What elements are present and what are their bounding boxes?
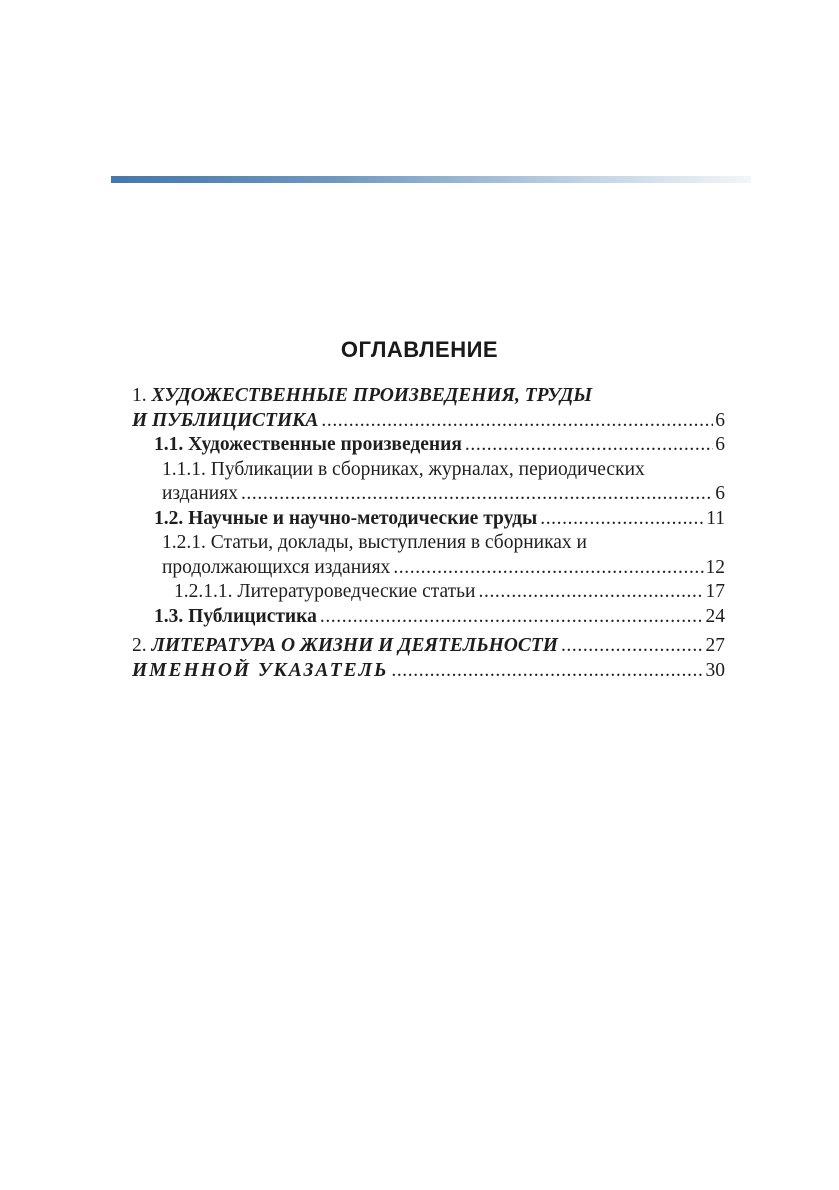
toc-entry-2-label — [132, 634, 558, 659]
toc-entry-1-2[interactable] — [132, 507, 725, 532]
toc-entry-1-2-1-title-part2: продолжающихся изданиях — [162, 556, 391, 578]
toc-entry-1-2-1[interactable] — [132, 556, 725, 581]
toc-entry-1-2-1-page: 12 — [705, 556, 725, 578]
toc-entry-1-1[interactable] — [132, 433, 725, 458]
dot-leader — [465, 433, 713, 458]
toc-entry-1-title-part1: ХУДОЖЕСТВЕННЫЕ ПРОИЗВЕДЕНИЯ, ТРУДЫ — [151, 385, 593, 406]
toc-entry-1-1-page: 6 — [715, 434, 725, 455]
toc-entry-1-2-page: 11 — [706, 507, 725, 529]
toc-entry-1-1-1[interactable] — [132, 482, 725, 507]
toc-entry-1-3-page: 24 — [705, 605, 725, 627]
toc-entry-index[interactable] — [132, 659, 725, 684]
table-of-contents — [132, 384, 725, 683]
toc-entry-index-title: ИМЕННОЙ УКАЗАТЕЛЬ — [132, 659, 389, 681]
dot-leader — [479, 580, 704, 605]
toc-entry-2[interactable] — [132, 634, 725, 659]
toc-entry-1-3-title: 1.3. Публицистика — [154, 605, 317, 627]
dot-leader — [561, 634, 704, 659]
dot-leader — [393, 556, 703, 581]
toc-entry-1-1-title: 1.1. Художественные произведения — [154, 434, 462, 455]
toc-entry-1-line1[interactable] — [132, 384, 725, 409]
toc-entry-1-2-title: 1.2. Научные и научно-методические труды — [154, 507, 538, 529]
toc-entry-1-2-1-1-page: 17 — [705, 581, 725, 602]
toc-entry-1-2-1-1-title: 1.2.1.1. Литературоведческие статьи — [174, 581, 476, 602]
header-gradient-rule — [111, 176, 751, 183]
toc-entry-1[interactable] — [132, 409, 725, 434]
toc-entry-2-title: ЛИТЕРАТУРА О ЖИЗНИ И ДЕЯТЕЛЬНОСТИ — [151, 635, 558, 656]
dot-leader — [540, 507, 704, 532]
dot-leader — [320, 605, 704, 630]
toc-entry-1-3[interactable] — [132, 605, 725, 630]
toc-entry-2-number: 2. — [132, 635, 147, 656]
toc-entry-1-page: 6 — [715, 409, 725, 431]
toc-entry-1-1-1-line1[interactable]: 1.1.1. Публикации в сборниках, журналах, периодических — [162, 458, 645, 480]
toc-entry-1-1-1-title-part2: изданиях — [162, 483, 238, 504]
dot-leader — [241, 482, 713, 507]
toc-entry-index-page: 30 — [705, 659, 725, 681]
toc-entry-1-1-1-page: 6 — [715, 483, 725, 504]
page-title: ОГЛАВЛЕНИЕ — [340, 337, 499, 362]
toc-entry-1-number: 1. — [132, 385, 147, 406]
toc-entry-1-2-1-line1[interactable]: 1.2.1. Статьи, доклады, выступления в сборниках и — [162, 532, 587, 553]
toc-entry-1-title-part2: И ПУБЛИЦИСТИКА — [132, 409, 319, 431]
toc-entry-2-page: 27 — [705, 635, 725, 656]
toc-entry-1-2-1-1[interactable] — [132, 580, 725, 605]
dot-leader — [321, 409, 713, 434]
dot-leader — [391, 659, 703, 684]
